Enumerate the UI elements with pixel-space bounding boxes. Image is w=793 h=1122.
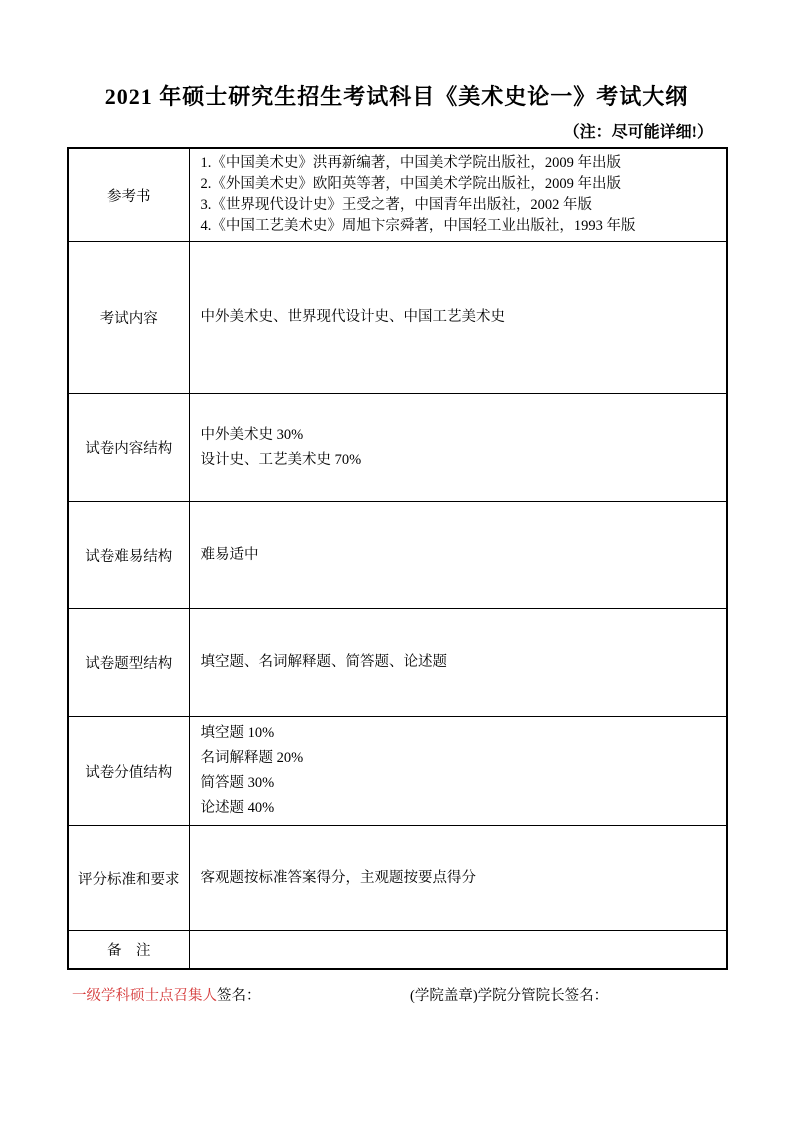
row-content: [189, 148, 727, 242]
content-line: 填空题、名词解释题、简答题、论述题: [200, 654, 447, 670]
row-label: 试卷难易结构: [68, 502, 189, 609]
row-label: 试卷分值结构: [68, 717, 189, 826]
table-row: [68, 242, 727, 394]
table-row: [68, 826, 727, 931]
content-line: 4.《中国工艺美术史》周旭卞宗舜著，中国轻工业出版社，1993 年版: [200, 218, 636, 234]
content-line: 中外美术史、世界现代设计史、中国工艺美术史: [200, 309, 505, 325]
row-label: 参考书: [68, 148, 189, 242]
page-title: 2021 年硕士研究生招生考试科目《美术史论一》考试大纲: [104, 84, 689, 109]
row-label: 评分标准和要求: [68, 826, 189, 931]
row-content: [189, 931, 727, 969]
content-line: 名词解释题 20%: [200, 750, 304, 766]
content-line: 简答题 30%: [200, 775, 275, 791]
table-row: [68, 609, 727, 717]
row-label: 考试内容: [68, 242, 189, 394]
content-line: 1.《中国美术史》洪再新编著，中国美术学院出版社，2009 年出版: [200, 155, 621, 171]
table-row: [68, 502, 727, 609]
content-line: 3.《世界现代设计史》王受之著，中国青年出版社，2002 年版: [200, 197, 592, 213]
table-row: [68, 931, 727, 969]
table-row: [68, 717, 727, 826]
content-line: 设计史、工艺美术史 70%: [200, 451, 362, 468]
content-line: 中外美术史 30%: [200, 426, 304, 443]
content-line: 客观题按标准答案得分，主观题按要点得分: [200, 869, 476, 886]
exam-outline-table: [67, 147, 728, 970]
content-line: 论述题 40%: [200, 800, 275, 816]
detail-note: （注：尽可能详细!）: [563, 124, 713, 141]
content-line: 2.《外国美术史》欧阳英等著，中国美术学院出版社，2009 年出版: [200, 176, 621, 192]
row-content: [189, 609, 727, 717]
row-label: 备 注: [68, 931, 189, 969]
row-content: [189, 826, 727, 931]
content-line: 难易适中: [200, 546, 259, 563]
row-content: [189, 394, 727, 502]
row-content: [189, 717, 727, 826]
table-row: [68, 148, 727, 242]
exam-outline-table-body: [68, 148, 727, 969]
convener-label: 一级学科硕士点召集人: [72, 988, 217, 1004]
row-content: [189, 502, 727, 609]
dean-signature-line: (学院盖章)学院分管院长签名：: [410, 988, 609, 1004]
convener-signature-line: [72, 984, 261, 1005]
table-row: [68, 394, 727, 502]
convener-sign-label: 签名：: [217, 988, 261, 1004]
row-label: 试卷题型结构: [68, 609, 189, 717]
row-label: 试卷内容结构: [68, 394, 189, 502]
row-content: [189, 242, 727, 394]
content-line: 填空题 10%: [200, 725, 275, 741]
